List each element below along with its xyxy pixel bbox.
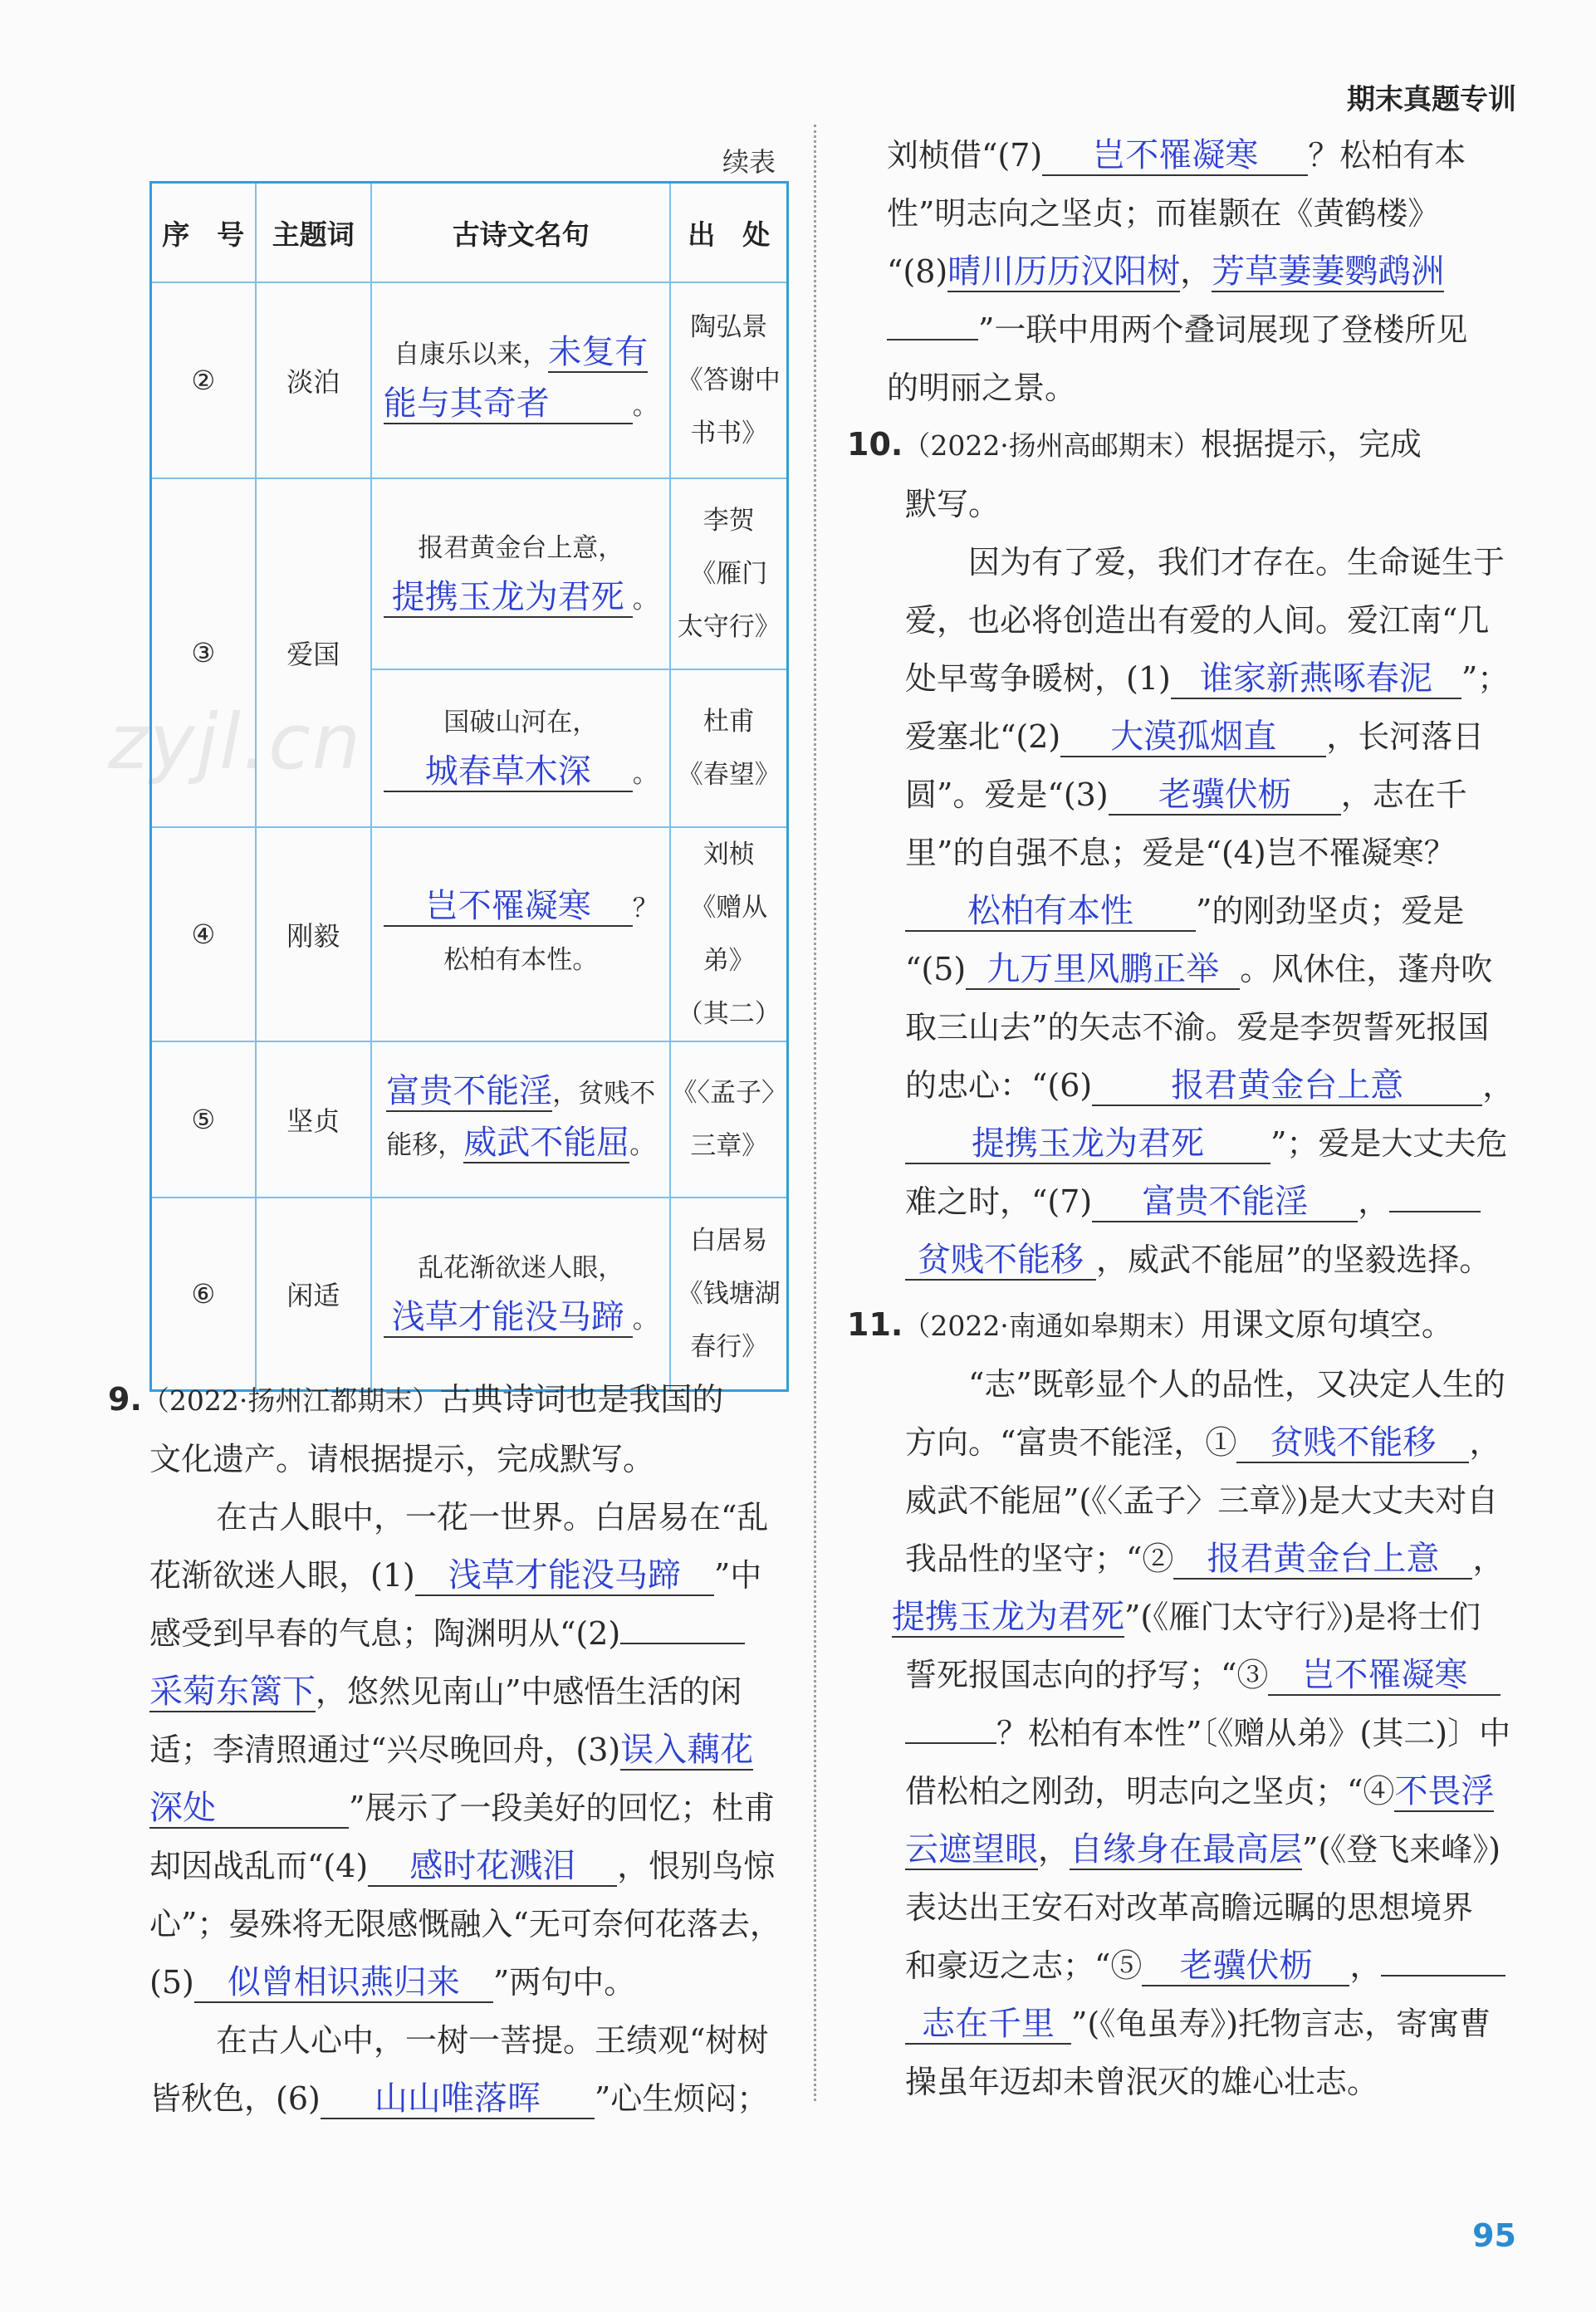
question-source-tag: （2022·扬州高邮期末） <box>903 429 1201 462</box>
row-quote <box>371 282 671 478</box>
answer-blank[interactable]: 不畏浮 <box>1394 1772 1495 1810</box>
source-line: 《雁门 <box>690 559 768 589</box>
page-number: 95 <box>1472 2217 1516 2254</box>
row-quote <box>371 1041 671 1198</box>
row-source <box>670 1041 787 1198</box>
blank-line <box>1381 1975 1505 1976</box>
answer-blank[interactable]: 芳草萋萋鹦鹉洲 <box>1212 252 1445 291</box>
passage-text: 。风休住，蓬舟吹 <box>1240 951 1493 987</box>
source-line: 《〈孟子〉 <box>671 1078 787 1108</box>
row-source <box>670 827 787 1041</box>
passage-text: 刘桢借“(7) <box>887 137 1043 174</box>
quote-text: 松柏有本性。 <box>443 945 599 975</box>
quote-text: 报君黄金台上意， <box>418 533 624 563</box>
passage-text: ”； <box>1461 660 1510 697</box>
answer-blank[interactable]: 提携玉龙为君死 <box>892 1598 1124 1636</box>
passage-text: ， <box>1358 1183 1390 1220</box>
source-line: 《春望》 <box>677 760 781 790</box>
passage-line: 爱，也必将创造出有爱的人间。爱江南“几 <box>905 602 1490 639</box>
passage-text: 和豪迈之志；“⑤ <box>905 1947 1143 1984</box>
passage-text: 方向。“富贵不能淫，① <box>905 1424 1237 1461</box>
row-theme: 爱国 <box>256 478 371 827</box>
question-text: 古典诗词也是我国的 <box>439 1381 724 1418</box>
passage-text: 适；李清照通过“兴尽晚回舟，(3) <box>149 1732 621 1768</box>
source-line: 陶弘景 <box>690 312 768 342</box>
table-row <box>151 282 788 478</box>
blank-line <box>620 1643 745 1644</box>
question-10 <box>847 415 1536 1289</box>
answer-blank[interactable]: 云遮望眼 <box>905 1830 1038 1869</box>
question-text: 根据提示，完成 <box>1200 426 1422 463</box>
passage-text: ？松柏有本 <box>1308 137 1466 174</box>
passage-text: ”(《龟虽寿》)托物言志，寄寓曹 <box>1071 2006 1491 2042</box>
source-line: 《钱塘湖 <box>677 1278 781 1309</box>
passage-line: 威武不能屈”(《〈孟子〉三章》)是大丈夫对自 <box>905 1482 1499 1519</box>
row-num: ④ <box>151 827 256 1041</box>
answer-blank[interactable]: 感时花溅泪 <box>368 1847 617 1887</box>
passage-text: 花渐欲迷人眼，(1) <box>149 1557 415 1594</box>
question-source-tag: （2022·扬州江都期末） <box>141 1384 440 1417</box>
row-source <box>670 478 787 669</box>
table-row <box>151 1198 788 1390</box>
source-line: 白居易 <box>690 1225 768 1256</box>
row-num: ② <box>151 282 256 478</box>
answer-blank[interactable]: 自缘身在最高层 <box>1070 1830 1303 1869</box>
passage-text: ”展示了一段美好的回忆；杜甫 <box>349 1790 776 1826</box>
answer-blank[interactable]: 山山唯落晖 <box>321 2079 595 2119</box>
header-source: 出 处 <box>670 183 787 283</box>
passage-line: 操虽年迈却未曾泯灭的雄心壮志。 <box>905 2064 1379 2100</box>
answer-blank[interactable]: 似曾相识燕归来 <box>194 1963 493 2003</box>
passage-text: ，恨别鸟惊 <box>617 1848 776 1884</box>
passage-text: 借松柏之刚劲，明志向之坚贞；“④ <box>905 1773 1395 1810</box>
row-theme: 淡泊 <box>256 282 371 478</box>
quote-text: 能移， <box>386 1130 464 1160</box>
header-num: 序 号 <box>151 183 256 283</box>
passage-text: 誓死报国志向的抒写；“③ <box>905 1657 1269 1693</box>
row-source <box>670 1198 787 1390</box>
passage-text: ，志在千 <box>1340 776 1467 813</box>
row-quote <box>371 827 671 1041</box>
answer-blank[interactable]: 采菊东篱下 <box>149 1673 316 1711</box>
passage-text: ， <box>1180 253 1212 290</box>
column-divider <box>814 125 816 2101</box>
continued-label: 续表 <box>722 146 776 178</box>
passage-line: 表达出王安石对改革高瞻远瞩的思想境界 <box>905 1889 1474 1926</box>
passage-text: 却因战乱而“(4) <box>149 1848 369 1884</box>
passage-text: ， <box>1482 1067 1515 1104</box>
source-line: （其二） <box>677 999 781 1029</box>
passage-text: 处早莺争暖树，(1) <box>905 660 1171 697</box>
question-9 <box>108 1370 789 2128</box>
quote-end: 。 <box>632 391 658 421</box>
row-theme: 坚贞 <box>256 1041 371 1198</box>
passage-text: ”两句中。 <box>492 1964 636 2001</box>
answer-blank[interactable]: 能与其奇者 <box>384 385 633 424</box>
source-line: 李贺 <box>703 506 755 536</box>
table-header-row <box>151 183 788 283</box>
row-theme: 闲适 <box>256 1198 371 1390</box>
row-theme: 刚毅 <box>256 827 371 1041</box>
answer-blank[interactable]: 报君黄金台上意 <box>1092 1066 1482 1106</box>
source-line: 《答谢中 <box>677 365 781 395</box>
quote-end: 。 <box>632 759 658 789</box>
passage-text: (5) <box>149 1964 194 2001</box>
row-source <box>670 669 787 827</box>
answer-blank[interactable]: 误入藕花 <box>620 1731 754 1769</box>
source-line: 太守行》 <box>677 612 781 642</box>
row-quote <box>371 478 671 669</box>
row-num: ③ <box>151 478 256 827</box>
quote-end: 。 <box>632 585 658 615</box>
poem-table <box>149 181 789 1392</box>
passage-text: ”心生烦闷； <box>594 2080 769 2117</box>
quote-text: 自康乐以来， <box>394 340 549 370</box>
passage-text: ， <box>1469 1424 1501 1461</box>
passage-text: “(8) <box>887 253 948 290</box>
answer-blank[interactable]: 浅草才能没马蹄 <box>384 1298 633 1338</box>
source-line: 杜甫 <box>703 707 755 737</box>
question-11 <box>847 1296 1536 2111</box>
answer-blank[interactable]: 报君黄金台上意 <box>1173 1540 1472 1580</box>
answer-blank[interactable]: 未复有 <box>548 333 649 371</box>
answer-blank[interactable]: 岂不罹凝寒 <box>1042 136 1308 176</box>
passage-text: ”中 <box>713 1557 762 1594</box>
passage-text: ？松柏有本性”〔《赠从弟》(其二)〕中 <box>996 1715 1511 1751</box>
answer-blank[interactable]: 富贵不能淫 <box>386 1072 553 1110</box>
source-line: 《赠从弟》 <box>690 893 768 976</box>
header-quote: 古诗文名句 <box>371 183 671 283</box>
passage-text: ”一联中用两个叠词展现了登楼所见 <box>978 311 1468 348</box>
answer-blank[interactable]: 贫贱不能移 <box>905 1241 1096 1281</box>
source-line: 春行》 <box>690 1331 768 1362</box>
answer-blank[interactable]: 富贵不能淫 <box>1092 1183 1358 1222</box>
passage-text: ”的刚劲坚贞；爱是 <box>1196 893 1465 929</box>
question-number: 10. <box>847 426 903 463</box>
passage-line: 在古人眼中，一花一世界。白居易在“乱 <box>216 1499 769 1536</box>
answer-blank[interactable]: 城春草木深 <box>384 752 633 792</box>
answer-blank[interactable]: 志在千里 <box>905 2005 1071 2045</box>
passage-line: “志”既彰显个人的品性，又决定人生的 <box>968 1366 1505 1403</box>
watermark: zyjl.cn <box>108 698 362 786</box>
quote-end: 。 <box>629 1130 656 1160</box>
passage-line: 在古人心中，一树一菩提。王绩观“树树 <box>216 2022 769 2059</box>
question-source-tag: （2022·南通如皋期末） <box>903 1310 1201 1342</box>
row-quote <box>371 1198 671 1390</box>
passage-line: 性”明志向之坚贞；而崔颢在《黄鹤楼》 <box>887 195 1440 232</box>
answer-blank[interactable]: 老骥伏枥 <box>1142 1947 1349 1986</box>
source-line: 刘桢 <box>703 840 755 869</box>
answer-blank[interactable]: 提携玉龙为君死 <box>905 1124 1270 1164</box>
passage-line: 取三山去”的矢志不渝。爱是李贺誓死报国 <box>905 1009 1490 1046</box>
passage-text: 的忠心：“(6) <box>905 1067 1093 1104</box>
answer-blank[interactable]: 提携玉龙为君死 <box>384 578 633 618</box>
answer-blank[interactable]: 谁家新燕啄春泥 <box>1171 659 1461 699</box>
table-row <box>151 478 788 669</box>
table-row <box>151 1041 788 1198</box>
answer-blank[interactable]: 岂不罹凝寒 <box>384 887 633 927</box>
answer-blank[interactable]: 九万里风鹏正举 <box>966 950 1240 990</box>
quote-text: 国破山河在， <box>443 708 599 737</box>
header-theme: 主题词 <box>256 183 371 283</box>
passage-text: 圆”。爱是“(3) <box>905 776 1109 813</box>
question-number: 9. <box>108 1381 142 1418</box>
passage-text: ， <box>1038 1831 1070 1868</box>
passage-text: ，长河落日 <box>1326 718 1485 755</box>
answer-blank[interactable]: 晴川历历汉阳树 <box>947 252 1181 291</box>
answer-blank[interactable]: 松柏有本性 <box>905 892 1196 932</box>
question-number: 11. <box>847 1306 903 1343</box>
quote-end: 。 <box>632 1304 658 1335</box>
passage-text: ”；爱是大丈夫危 <box>1270 1125 1508 1162</box>
section-title: 期末真题专训 <box>1347 83 1516 116</box>
passage-text: “(5) <box>905 951 967 987</box>
question-9-continued <box>887 126 1526 417</box>
passage-text: 我品性的坚守；“② <box>905 1541 1174 1577</box>
blank-line <box>905 1742 996 1744</box>
question-text: 文化遗产。请根据提示，完成默写。 <box>149 1441 655 1477</box>
answer-blank[interactable]: 老骥伏枥 <box>1109 776 1341 816</box>
quote-text: 乱花渐欲迷人眼， <box>418 1252 624 1283</box>
passage-line: 的明丽之景。 <box>887 370 1077 406</box>
passage-text: ， <box>1472 1541 1505 1577</box>
passage-line: 心”；晏殊将无限感慨融入“无可奈何花落去， <box>149 1906 781 1942</box>
blank-line <box>1389 1211 1481 1212</box>
answer-blank[interactable]: 威武不能屈 <box>463 1124 630 1162</box>
passage-text: ”(《雁门太守行》)是将士们 <box>1124 1599 1481 1635</box>
passage-text: 爱塞北“(2) <box>905 718 1061 755</box>
quote-mark: ？ <box>632 894 658 923</box>
row-num: ⑤ <box>151 1041 256 1198</box>
answer-blank[interactable]: 大漠孤烟直 <box>1060 718 1326 757</box>
answer-blank[interactable]: 岂不罹凝寒 <box>1268 1656 1501 1696</box>
passage-line: 因为有了爱，我们才存在。生命诞生于 <box>968 544 1505 580</box>
passage-text: ， <box>1349 1947 1382 1984</box>
passage-text: ，悠然见南山”中感悟生活的闲 <box>316 1673 742 1710</box>
answer-blank[interactable]: 深处 <box>149 1789 349 1829</box>
answer-blank[interactable]: 浅草才能没马蹄 <box>415 1556 714 1596</box>
passage-text: ，威武不能屈”的坚毅选择。 <box>1096 1242 1491 1278</box>
row-num: ⑥ <box>151 1198 256 1390</box>
source-line: 书书》 <box>690 419 768 448</box>
passage-text: 皆秋色，(6) <box>149 2080 321 2117</box>
row-quote <box>371 669 671 827</box>
passage-text: 难之时，“(7) <box>905 1183 1093 1220</box>
passage-text: ”(《登飞来峰》) <box>1302 1831 1501 1868</box>
question-text: 用课文原句填空。 <box>1200 1306 1453 1343</box>
table-row <box>151 827 788 1041</box>
question-text: 默写。 <box>905 486 1001 522</box>
blank-line <box>887 339 978 340</box>
row-source <box>670 282 787 478</box>
passage-text: 感受到早春的气息；陶渊明从“(2) <box>149 1615 621 1652</box>
answer-blank[interactable]: 贫贱不能移 <box>1236 1423 1469 1463</box>
quote-text: ，贫贱不 <box>552 1079 656 1109</box>
source-line: 三章》 <box>690 1131 768 1161</box>
passage-line: 里”的自强不息；爱是“(4)岂不罹凝寒？ <box>905 835 1456 871</box>
